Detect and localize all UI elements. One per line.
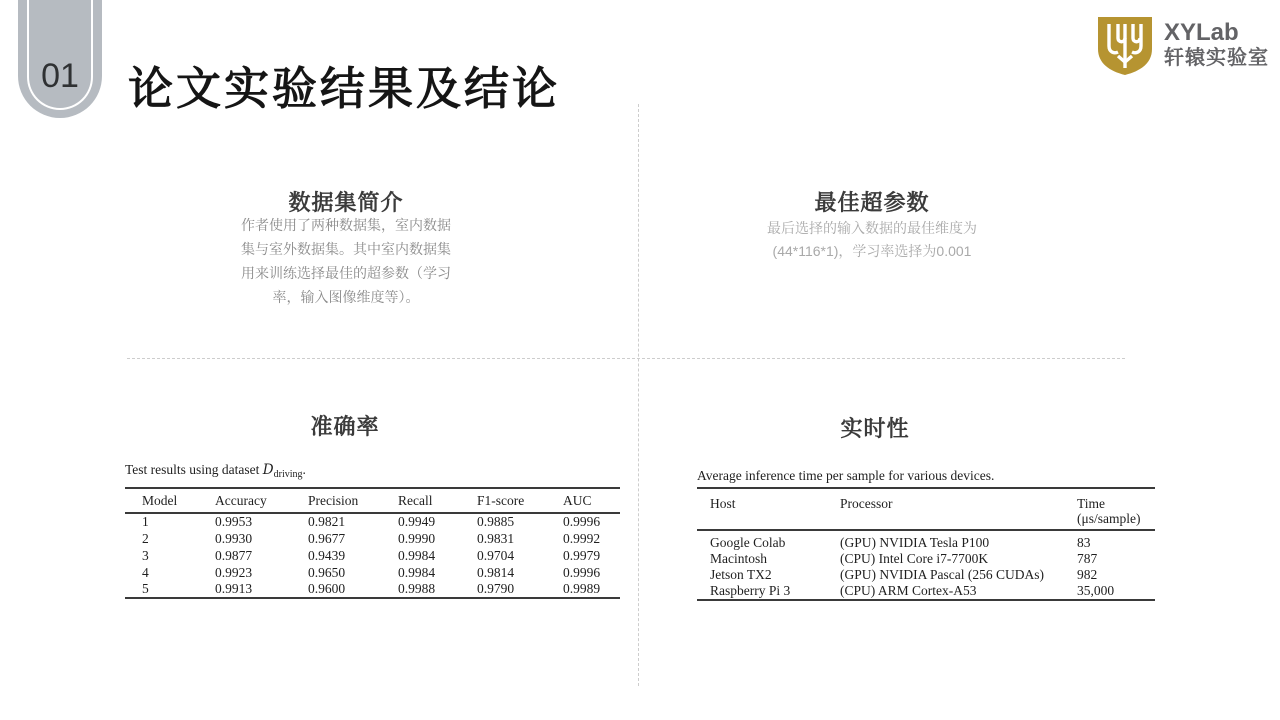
- cell: 0.9821: [308, 514, 346, 529]
- heading-best-hyperparams: 最佳超参数: [814, 190, 930, 215]
- cell: (CPU) Intel Core i7-7700K: [840, 551, 989, 566]
- logo-text: [1164, 12, 1269, 70]
- vertical-dashed-divider: [638, 104, 639, 686]
- col-model: Model: [142, 492, 178, 508]
- hyperparams-text: 最后选择的输入数据的最佳维度为(44*116*1)，学习率选择为0.001: [767, 220, 977, 259]
- col-processor: Processor: [840, 496, 893, 511]
- accuracy-table-caption: [125, 462, 306, 480]
- col-accuracy: Accuracy: [215, 492, 267, 508]
- col-precision: Precision: [308, 492, 359, 508]
- slide-number-badge: [18, 0, 102, 118]
- cell: 0.9996: [563, 564, 601, 580]
- table-row: [697, 530, 1155, 551]
- cell: 1: [142, 514, 149, 529]
- cell: Google Colab: [710, 535, 786, 550]
- cell: 787: [1077, 551, 1098, 566]
- col-time-unit: (μs/sample): [1077, 511, 1141, 526]
- col-time-label: Time: [1077, 496, 1106, 511]
- cell: 0.9439: [308, 547, 346, 563]
- cell: 3: [142, 547, 149, 563]
- cell: 0.9790: [477, 581, 515, 596]
- cell: 0.9877: [215, 547, 253, 563]
- heading-dataset-intro: 数据集简介: [288, 190, 404, 215]
- cell: 0.9831: [477, 530, 515, 546]
- accuracy-table-header-row: [125, 488, 620, 513]
- accuracy-table: [125, 487, 620, 599]
- table-row: [125, 513, 620, 530]
- cell: 0.9930: [215, 530, 253, 546]
- dataset-symbol: D: [262, 462, 274, 478]
- cell: 83: [1077, 535, 1091, 550]
- cell: 0.9984: [398, 564, 436, 580]
- table-row: [125, 564, 620, 581]
- cell: (GPU) NVIDIA Tesla P100: [840, 535, 990, 550]
- col-f1: F1-score: [477, 492, 525, 508]
- cell: 0.9913: [215, 581, 253, 596]
- realtime-table-header-row: [697, 488, 1155, 530]
- cell: 0.9990: [398, 530, 436, 546]
- page-title: 论文实验结果及结论: [128, 63, 561, 114]
- cell: 0.9600: [308, 581, 346, 596]
- cell: 0.9949: [398, 514, 436, 529]
- cell: 0.9988: [398, 581, 436, 596]
- dataset-subscript: driving: [273, 469, 303, 480]
- caption-period: .: [302, 462, 306, 477]
- col-auc: AUC: [563, 492, 592, 508]
- cell: Raspberry Pi 3: [710, 583, 791, 598]
- cell: 0.9979: [563, 547, 601, 563]
- table-row: [697, 583, 1155, 600]
- cell: 0.9650: [308, 564, 346, 580]
- cell: 2: [142, 530, 149, 546]
- cell: 0.9923: [215, 564, 253, 580]
- table-row: [125, 581, 620, 598]
- cell: 0.9677: [308, 530, 346, 546]
- xylab-logo: [1093, 12, 1269, 83]
- xylab-shield-icon: [1093, 12, 1157, 83]
- cell: 35,000: [1077, 583, 1115, 598]
- horizontal-dashed-divider: [127, 358, 1125, 359]
- logo-name-en: XYLab: [1164, 19, 1239, 46]
- cell: Macintosh: [710, 551, 767, 566]
- cell: 982: [1077, 567, 1098, 582]
- accuracy-caption-prefix: Test results using dataset: [125, 462, 263, 477]
- table-row: [697, 567, 1155, 583]
- cell: 0.9704: [477, 547, 515, 563]
- dataset-intro-text: 作者使用了两种数据集，室内数据集与室外数据集。其中室内数据集用来训练选择最佳的超参数（学习率，输入图像维度等）。: [241, 217, 451, 305]
- cell: 0.9984: [398, 547, 436, 563]
- cell: 0.9992: [563, 530, 601, 546]
- heading-realtime: 实时性: [840, 416, 910, 441]
- table-row: [125, 530, 620, 547]
- heading-accuracy: 准确率: [310, 414, 380, 439]
- col-time: [1077, 488, 1155, 530]
- cell: 0.9996: [563, 514, 601, 529]
- col-host: Host: [710, 496, 736, 511]
- cell: 4: [142, 564, 149, 580]
- table-row: [697, 551, 1155, 567]
- realtime-table: [697, 487, 1155, 601]
- realtime-table-caption: Average inference time per sample for various devices.: [697, 468, 995, 483]
- cell: 0.9885: [477, 514, 515, 529]
- cell: (GPU) NVIDIA Pascal (256 CUDAs): [840, 567, 1044, 582]
- cell: 5: [142, 581, 149, 596]
- logo-name-cn: 轩辕实验室: [1164, 47, 1269, 69]
- col-recall: Recall: [398, 492, 433, 508]
- cell: 0.9814: [477, 564, 515, 580]
- cell: Jetson TX2: [710, 567, 772, 582]
- cell: (CPU) ARM Cortex-A53: [840, 583, 977, 598]
- cell: 0.9953: [215, 514, 253, 529]
- slide-number: 01: [41, 57, 79, 95]
- table-row: [125, 547, 620, 564]
- cell: 0.9989: [563, 581, 601, 596]
